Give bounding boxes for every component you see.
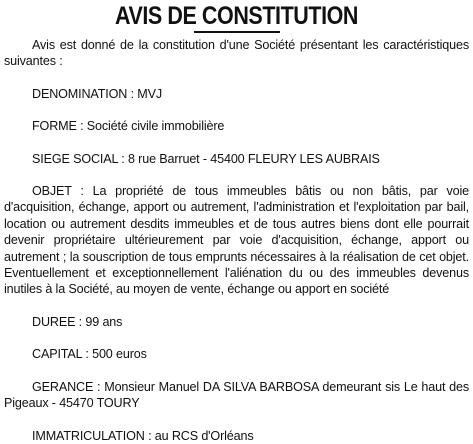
- denomination-paragraph: DENOMINATION : MVJ: [32, 86, 163, 101]
- capital-paragraph: CAPITAL : 500 euros: [32, 347, 147, 362]
- siege-social-paragraph: SIEGE SOCIAL : 8 rue Barruet - 45400 FLEURY LES AUBRAIS: [32, 151, 380, 166]
- title-underline: [194, 31, 280, 33]
- objet-paragraph: OBJET : La propriété de tous immeubles bâtis ou non bâtis, par voie d'acquisition, échange, apport ou autrement, l'administration et l'exploitation par bail, location ou autrement desdits immeubles et de tous autres biens dont elle pourrait devenir propriétaire ultérieurement par voie d'acquisition, échange, apport ou autrement ; la souscription de tous emprunts nécessaires à la réalisation de cet objet. Eventuellement et exceptionnellement l'aliénation du ou des immeubles devenus inutiles à la Société, au moyen de vente, échange ou apport en société: [4, 184, 469, 297]
- duree-paragraph: DUREE : 99 ans: [32, 314, 123, 329]
- notice-title: AVIS DE CONSTITUTION: [114, 2, 359, 30]
- immatriculation-paragraph: IMMATRICULATION : au RCS d'Orléans: [32, 428, 254, 443]
- notice-body: [4, 37, 469, 444]
- intro-paragraph: Avis est donné de la constitution d'une Société présentant les caractéristiques suivantes :: [4, 38, 469, 69]
- legal-notice: [0, 1, 473, 443]
- forme-paragraph: FORME : Société civile immobilière: [32, 119, 225, 134]
- gerance-paragraph: GERANCE : Monsieur Manuel DA SILVA BARBOSA demeurant sis Le haut des Pigeaux - 45470 TOURY: [4, 379, 469, 411]
